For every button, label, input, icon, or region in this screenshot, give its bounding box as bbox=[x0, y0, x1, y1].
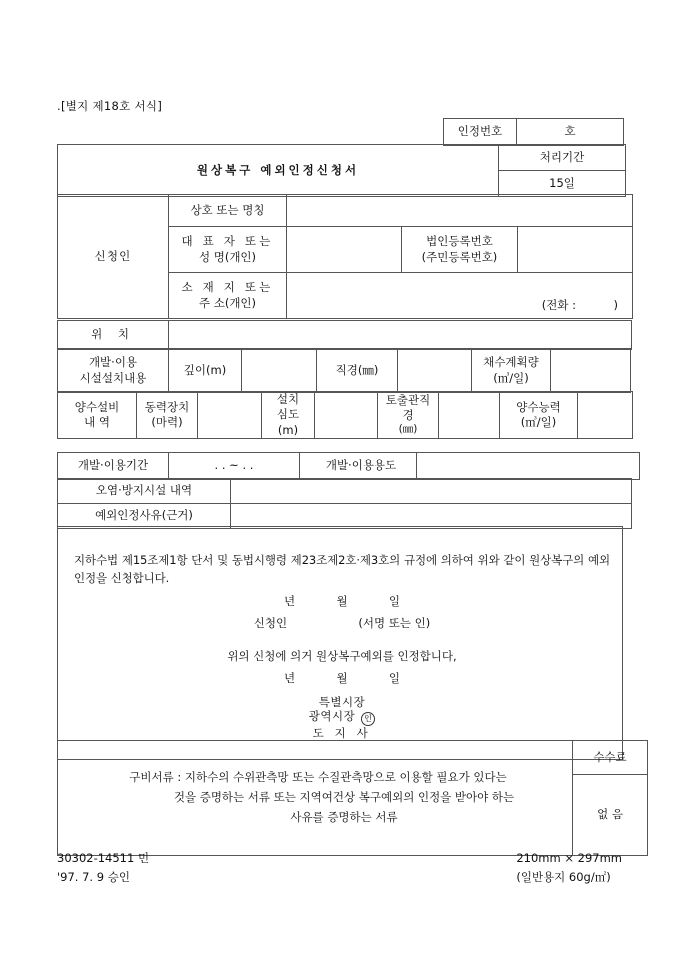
processing-period-label: 처리기간 bbox=[499, 145, 626, 171]
applicant-signature-label: 신청인 bbox=[253, 616, 288, 631]
applicant-section-label: 신청인 bbox=[58, 195, 169, 319]
period-field[interactable]: . . ~ . . bbox=[169, 453, 300, 480]
table-row bbox=[58, 741, 648, 775]
approval-date-line bbox=[74, 671, 610, 686]
footer-paper-type: (일반용지 60g/㎡) bbox=[516, 869, 611, 884]
address-label-line1: 소 재 지 또는 bbox=[181, 280, 274, 295]
trade-name-field[interactable] bbox=[287, 195, 633, 227]
recognition-number-label: 인정번호 bbox=[444, 119, 517, 146]
table-row bbox=[58, 392, 633, 439]
facility-table bbox=[57, 348, 631, 393]
footer-approval-date: '97. 7. 9 승인 bbox=[57, 869, 130, 884]
address-field[interactable] bbox=[287, 273, 633, 319]
application-date-line bbox=[74, 594, 610, 609]
table-row bbox=[58, 504, 632, 529]
trade-name-label: 상호 또는 명칭 bbox=[169, 195, 287, 227]
registration-number-label-line1: 법인등록번호 bbox=[426, 234, 493, 249]
install-depth-label-line1: 설치 bbox=[276, 392, 300, 407]
install-depth-label bbox=[262, 392, 315, 439]
processing-period-value: 15일 bbox=[499, 171, 626, 197]
signature-note: (서명 또는 인) bbox=[358, 616, 431, 631]
pump-table bbox=[57, 391, 633, 439]
registration-number-label-line2: (주민등록번호) bbox=[421, 249, 498, 264]
purpose-label: 개발·이용용도 bbox=[300, 453, 417, 480]
location-field[interactable] bbox=[169, 321, 632, 350]
representative-label-line1: 대 표 자 또는 bbox=[181, 234, 274, 249]
required-documents-line3: 사유를 증명하는 서류 bbox=[290, 809, 398, 824]
table-row bbox=[58, 349, 631, 393]
title-table bbox=[57, 144, 626, 197]
documents-table bbox=[57, 740, 648, 856]
planned-intake-label bbox=[472, 349, 551, 393]
facility-section-label-line1: 개발·이용 bbox=[88, 355, 138, 370]
required-documents-block bbox=[58, 741, 573, 856]
form-reference: .[별지 제18호 서식] bbox=[57, 99, 163, 113]
approving-officer-block bbox=[74, 695, 610, 742]
required-documents-line1: 구비서류 : 지하수의 수위관측망 또는 수질관측망으로 이용할 필요가 있다는 bbox=[129, 770, 507, 785]
power-device-label-line1: 동력장치 bbox=[144, 399, 190, 414]
pump-capacity-label bbox=[500, 392, 578, 439]
application-month-label: 월 bbox=[336, 593, 348, 608]
footer-left bbox=[57, 849, 149, 886]
purpose-field[interactable] bbox=[417, 453, 640, 480]
power-device-field[interactable] bbox=[198, 392, 262, 439]
power-device-label-line2: (마력) bbox=[151, 415, 183, 429]
diameter-field[interactable] bbox=[398, 349, 472, 393]
facility-section-label bbox=[58, 349, 169, 393]
exception-reason-field[interactable] bbox=[231, 504, 632, 529]
statement-block bbox=[58, 527, 623, 760]
footer-right bbox=[516, 849, 622, 886]
address-label-line2: 주 소(개인) bbox=[198, 295, 257, 310]
exception-reason-label: 예외인정사유(근거) bbox=[58, 504, 231, 529]
pollution-field[interactable] bbox=[231, 479, 632, 504]
location-label: 위 치 bbox=[58, 321, 169, 350]
applicant-table bbox=[57, 194, 633, 319]
planned-intake-label-line1: 채수계획량 bbox=[483, 355, 539, 370]
application-day-label: 일 bbox=[388, 593, 400, 608]
recognition-number-table bbox=[443, 118, 624, 146]
registration-number-field[interactable] bbox=[517, 227, 632, 273]
representative-field[interactable] bbox=[287, 227, 402, 273]
period-table bbox=[57, 452, 640, 480]
page-title: 원상복구 예외인정신청서 bbox=[58, 145, 499, 197]
seal-icon: 인 bbox=[361, 712, 375, 726]
application-year-label: 년 bbox=[284, 593, 296, 608]
representative-label-line2: 성 명(개인) bbox=[198, 249, 257, 264]
officer-line-special-city: 특별시장 bbox=[318, 694, 366, 709]
power-device-label bbox=[137, 392, 198, 439]
phone-close-paren: ) bbox=[613, 297, 618, 312]
discharge-pipe-label-line1: 토출관직 bbox=[385, 392, 431, 407]
pump-section-label-line2: 내 역 bbox=[84, 415, 110, 429]
pump-section-label bbox=[58, 392, 137, 439]
required-documents-line2: 것을 증명하는 서류 또는 지역여건상 복구예외의 인정을 받아야 하는 bbox=[173, 790, 515, 805]
pollution-label: 오염·방지시설 내역 bbox=[58, 479, 231, 504]
applicant-signature-line bbox=[74, 616, 610, 631]
discharge-pipe-field[interactable] bbox=[439, 392, 500, 439]
approval-year-label: 년 bbox=[284, 671, 296, 686]
table-row bbox=[58, 479, 632, 504]
table-row bbox=[58, 527, 623, 760]
depth-label: 깊이(m) bbox=[169, 349, 242, 393]
pump-section-label-line1: 양수설비 bbox=[74, 399, 120, 414]
approval-statement: 위의 신청에 의거 원상복구예외를 인정합니다, bbox=[227, 649, 457, 664]
pollution-table bbox=[57, 478, 632, 529]
registration-number-label bbox=[402, 227, 517, 273]
install-depth-field[interactable] bbox=[315, 392, 378, 439]
fee-label: 수수료 bbox=[573, 741, 648, 775]
table-row bbox=[444, 119, 624, 146]
fee-value: 없 음 bbox=[573, 775, 648, 856]
recognition-number-unit: 호 bbox=[517, 119, 624, 146]
table-row bbox=[58, 145, 626, 171]
pump-capacity-field[interactable] bbox=[578, 392, 633, 439]
discharge-pipe-label-line3: (㎜) bbox=[398, 423, 418, 436]
approval-month-label: 월 bbox=[336, 671, 348, 686]
pump-capacity-label-line1: 양수능력 bbox=[516, 399, 561, 414]
table-row bbox=[58, 195, 633, 227]
approval-day-label: 일 bbox=[388, 671, 400, 686]
representative-label bbox=[169, 227, 287, 273]
statement-table bbox=[57, 526, 623, 760]
facility-section-label-line2: 시설설치내용 bbox=[79, 370, 147, 385]
discharge-pipe-label-line2: 경 bbox=[402, 408, 414, 423]
pump-capacity-label-line2: (㎥/일) bbox=[520, 415, 557, 429]
location-table bbox=[57, 320, 632, 350]
footer-form-code: 30302-14511 민 bbox=[57, 851, 150, 865]
statement-paragraph: 지하수법 제15조제1항 단서 및 동법시행령 제23조제2호·제3호의 규정에 의하여 위와 같이 원상복구의 예외인정을 신청합니다. bbox=[74, 552, 610, 586]
phone-label: (전화 : bbox=[541, 297, 576, 312]
footer-paper-size: 210mm × 297mm bbox=[516, 851, 622, 865]
planned-intake-label-line2: (㎥/일) bbox=[493, 370, 529, 385]
table-row bbox=[58, 321, 632, 350]
table-row bbox=[58, 453, 640, 480]
install-depth-label-line3: (m) bbox=[277, 422, 299, 437]
planned-intake-field[interactable] bbox=[551, 349, 631, 393]
depth-field[interactable] bbox=[242, 349, 317, 393]
officer-line-metropolitan-city: 광역시장 인 bbox=[74, 709, 610, 726]
install-depth-label-line2: 심도 bbox=[276, 407, 300, 422]
diameter-label: 직경(㎜) bbox=[317, 349, 398, 393]
address-label bbox=[169, 273, 287, 319]
officer-line-province-governor: 도 지 사 bbox=[312, 726, 372, 741]
discharge-pipe-label bbox=[378, 392, 439, 439]
period-label: 개발·이용기간 bbox=[58, 453, 169, 480]
